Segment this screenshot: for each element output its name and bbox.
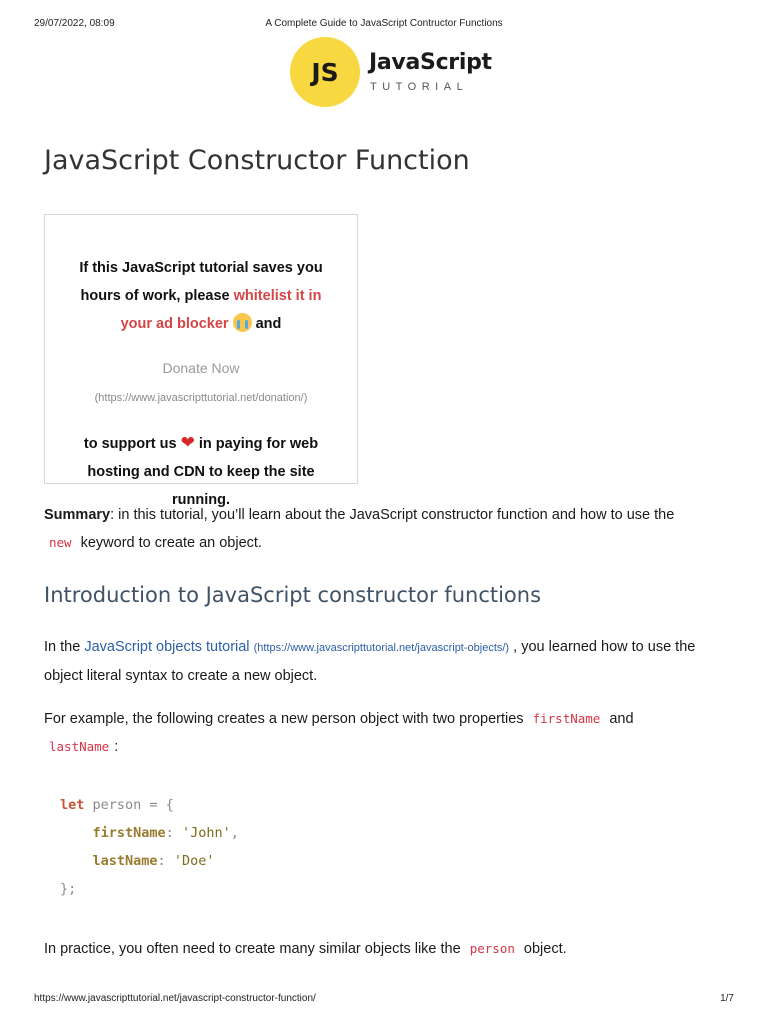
objects-tutorial-link[interactable]: JavaScript objects tutorial [84, 639, 250, 655]
objects-tutorial-url[interactable]: (https://www.javascripttutorial.net/javascript-objects/) [253, 642, 510, 654]
code-comma: , [230, 825, 239, 841]
crying-face-icon [233, 313, 252, 332]
donate-line1: If this JavaScript tutorial saves you hours of work, please [79, 260, 323, 304]
example-text-start: For example, the following creates a new person object with two properties [44, 711, 524, 727]
code-prop-firstname: firstName [92, 825, 166, 841]
intro-text-start: In the [44, 639, 85, 655]
support-line-end: in paying for web hosting and CDN to keep the site running. [87, 436, 319, 508]
summary-label: Summary [44, 507, 111, 523]
example-paragraph [44, 705, 734, 761]
support-line-start: to support us [83, 436, 181, 452]
print-url: https://www.javascripttutorial.net/javascript-constructor-function/ [34, 993, 316, 1004]
practice-text-start: In practice, you often need to create many similar objects like the [44, 941, 461, 957]
code-colon-1: : [165, 825, 182, 841]
code-prop-lastname: lastName [92, 853, 158, 869]
page-title: JavaScript Constructor Function [44, 145, 470, 176]
example-text-end: : [114, 739, 119, 755]
section-heading: Introduction to JavaScript constructor functions [44, 583, 542, 607]
donate-now-link[interactable]: Donate Now [162, 360, 240, 376]
code-close: }; [60, 881, 77, 897]
print-datetime: 29/07/2022, 08:09 [34, 18, 115, 29]
example-text-mid: and [609, 711, 634, 727]
page-number: 1/7 [720, 993, 734, 1004]
practice-paragraph [44, 935, 734, 963]
donate-box [44, 214, 358, 508]
code-colon-2: : [157, 853, 174, 869]
inline-code-firstname: firstName [532, 711, 601, 726]
code-value-john: 'John' [181, 825, 231, 841]
code-value-doe: 'Doe' [173, 853, 215, 869]
donate-message [73, 254, 329, 338]
js-badge-icon: JS [290, 37, 360, 107]
inline-code-person: person [469, 941, 515, 956]
code-keyword: let [60, 797, 85, 813]
intro-paragraph [44, 633, 734, 690]
print-doc-title: A Complete Guide to JavaScript Contructor Functions [265, 18, 503, 29]
inline-code-lastname: lastName [49, 739, 110, 754]
whitelist-link[interactable]: whitelist it in your ad blocker [120, 288, 322, 332]
summary-paragraph [44, 501, 734, 557]
code-block [60, 791, 239, 903]
summary-text: : in this tutorial, you’ll learn about the JavaScript constructor function and how to use the [110, 507, 675, 523]
intro-text-end: , you learned how to use the object literal syntax to create a new object. [44, 639, 696, 684]
logo-name: JavaScript [369, 50, 492, 75]
code-var-decl: person = { [84, 797, 174, 813]
inline-code-new: new [49, 535, 72, 550]
donate-line1-end: and [251, 316, 282, 332]
heart-icon: ❤ [180, 433, 195, 452]
donate-url[interactable]: (https://www.javascripttutorial.net/donation/) [94, 392, 308, 404]
summary-text-end: keyword to create an object. [80, 535, 262, 551]
logo-subtitle: TUTORIAL [370, 81, 469, 93]
practice-text-end: object. [523, 941, 567, 957]
